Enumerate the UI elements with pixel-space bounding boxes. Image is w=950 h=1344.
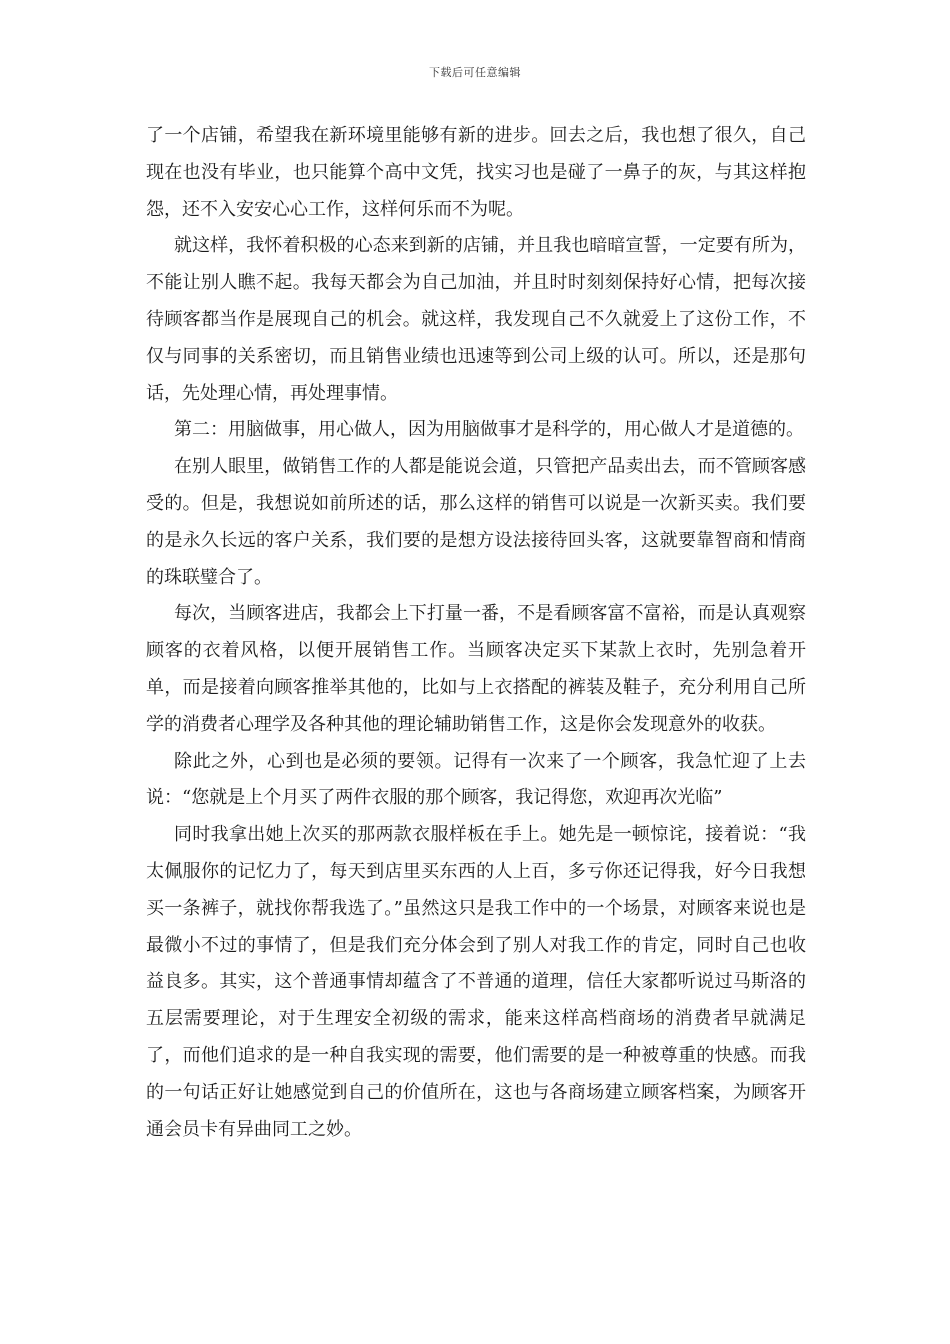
paragraph-4: 在别人眼里，做销售工作的人都是能说会道，只管把产品卖出去，而不管顾客感受的。但是，我想说如前所述的话，那么这样的销售可以说是一次新买卖。我们要的是永久长远的客户关系，我们要的是想方设法接待回头客，这就要靠智商和情商的珠联璧合了。 (146, 456, 806, 588)
paragraph-5: 每次，当顾客进店，我都会上下打量一番，不是看顾客富不富裕，而是认真观察顾客的衣着风格，以便开展销售工作。当顾客决定买下某款上衣时，先别急着开单，而是接着向顾客推举其他的，比如与上衣搭配的裤装及鞋子，充分利用自己所学的消费者心理学及各种其他的理论辅助销售工作，这是你会发现意外的收获。 (146, 603, 806, 735)
document-body (146, 118, 806, 1148)
paragraph-3: 第二：用脑做事，用心做人，因为用脑做事才是科学的，用心做人才是道德的。 (174, 419, 804, 441)
paragraph-1: 了一个店铺，希望我在新环境里能够有新的进步。回去之后，我也想了很久，自己现在也没有毕业，也只能算个高中文凭，找实习也是碰了一鼻子的灰，与其这样抱怨，还不入安安心心工作，这样何乐而不为呢。 (146, 125, 806, 220)
paragraph-6: 除此之外，心到也是必须的要领。记得有一次来了一个顾客，我急忙迎了上去说：“您就是上个月买了两件衣服的那个顾客，我记得您，欢迎再次光临” (146, 750, 806, 809)
paragraph-2: 就这样，我怀着积极的心态来到新的店铺，并且我也暗暗宣誓，一定要有所为，不能让别人瞧不起。我每天都会为自己加油，并且时时刻刻保持好心情，把每次接待顾客都当作是展现自己的机会。就这样，我发现自己不久就爱上了这份工作，不仅与同事的关系密切，而且销售业绩也迅速等到公司上级的认可。所以，还是那句话，先处理心情，再处理事情。 (146, 235, 806, 404)
paragraph-7: 同时我拿出她上次买的那两款衣服样板在手上。她先是一顿惊诧，接着说：“我太佩服你的记忆力了，每天到店里买东西的人上百，多亏你还记得我，好今日我想买一条裤子，就找你帮我选了。”虽然这只是我工作中的一个场景，对顾客来说也是最微小不过的事情了，但是我们充分体会到了别人对我工作的肯定，同时自己也收益良多。其实，这个普通事情却蕴含了不普通的道理，信任大家都听说过马斯洛的五层需要理论，对于生理安全初级的需求，能来这样高档商场的消费者早就满足了，而他们追求的是一种自我实现的需要，他们需要的是一种被尊重的快感。而我的一句话正好让她感觉到自己的价值所在，这也与各商场建立顾客档案，为顾客开通会员卡有异曲同工之妙。 (146, 824, 806, 1140)
page-header: 下载后可任意编辑 (429, 66, 521, 79)
